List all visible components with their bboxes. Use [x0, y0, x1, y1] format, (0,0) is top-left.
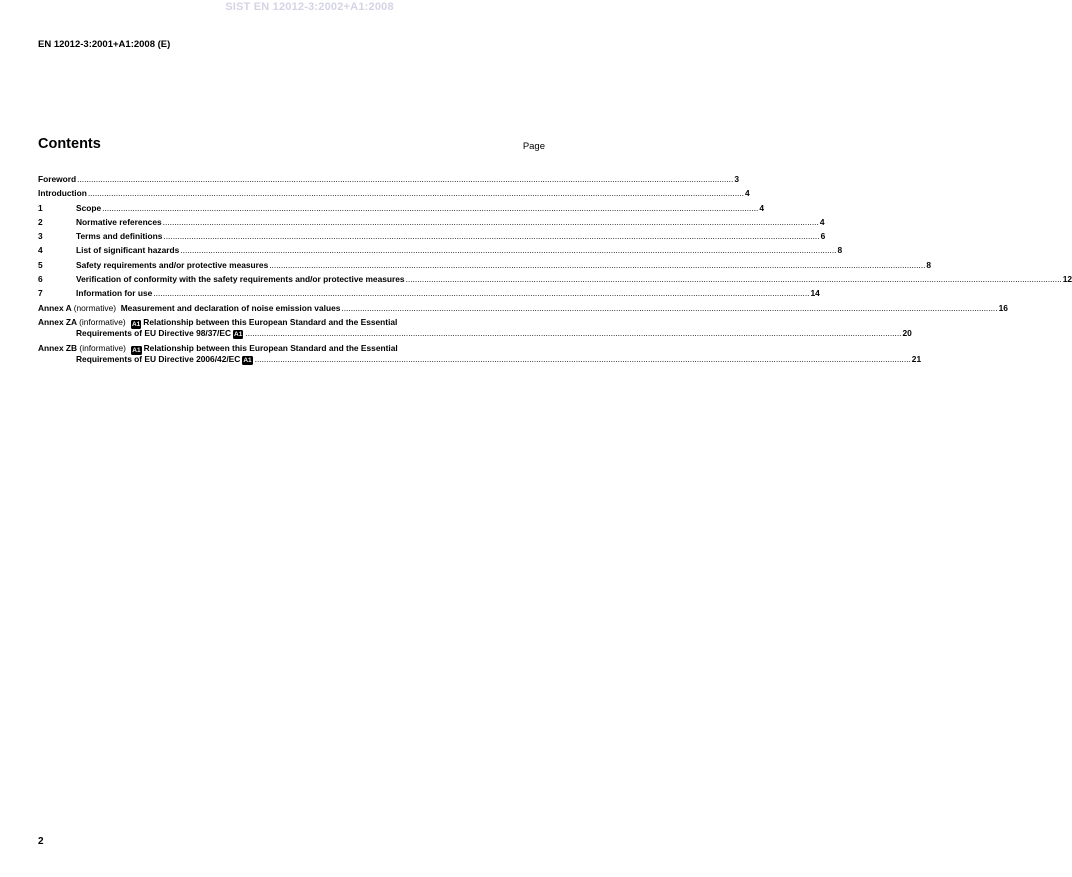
toc-entry-number: 2 [38, 216, 43, 227]
toc-entry-page: 4 [759, 202, 764, 213]
toc-entry-introduction[interactable] [38, 188, 750, 199]
amendment-start-marker-icon: A1 [131, 320, 141, 328]
annex-title-line-1: Relationship between this European Standard and the Essential [143, 316, 398, 327]
leader-dots: .......................................................................................................................................................................................................................................................................................... [102, 202, 759, 213]
annex-type: (informative) [79, 316, 126, 327]
leader-dots: .......................................................................................................................................................................................................................................................................................... [163, 231, 820, 242]
toc-entry-number: 7 [38, 288, 43, 299]
annex-title-line-2: Requirements of EU Directive 98/37/EC [76, 327, 231, 338]
toc-entry-page: 8 [837, 245, 843, 256]
document-identifier: EN 12012-3:2001+A1:2008 (E) [38, 39, 171, 50]
annex-first-line [38, 344, 545, 355]
table-of-contents [38, 174, 1072, 369]
leader-dots: .......................................................................................................................................................................................................................................................................................... [254, 353, 911, 364]
toc-entry-number: 5 [38, 259, 43, 270]
toc-entry-information-for-use[interactable] [38, 288, 820, 299]
toc-entry-page: 16 [998, 302, 1008, 313]
annex-title: Measurement and declaration of noise emission values [120, 302, 341, 313]
toc-entry-title: Introduction [38, 188, 87, 199]
annex-title-line-2: Requirements of EU Directive 2006/42/EC [76, 353, 241, 364]
toc-entry-title [38, 304, 340, 314]
toc-entry-scope[interactable] [38, 202, 764, 214]
page-column-label: Page [522, 141, 545, 152]
leader-dots: .......................................................................................................................................................................................................................................................................................... [162, 216, 819, 227]
toc-entry-title: Safety requirements and/or protective measures [76, 259, 269, 270]
toc-entry-annex-a[interactable] [38, 302, 1008, 314]
toc-entry-foreword[interactable] [38, 174, 739, 185]
toc-entry-verification-of-conformity[interactable] [38, 273, 1072, 285]
toc-entry-page: 3 [734, 174, 739, 184]
page-number: 2 [38, 836, 44, 847]
toc-entry-significant-hazards[interactable] [38, 245, 843, 256]
amendment-end-marker-icon: A1 [234, 330, 243, 338]
leader-dots: .......................................................................................................................................................................................................................................................................................... [245, 327, 902, 338]
annex-second-line [38, 353, 922, 365]
toc-entry-number: 3 [38, 231, 43, 242]
toc-entry-title: List of significant hazards [76, 245, 180, 256]
toc-entry-page: 21 [911, 353, 922, 364]
toc-entry-title: Terms and definitions [76, 231, 163, 242]
toc-entry-page: 20 [902, 327, 912, 338]
annex-type: (normative) [73, 302, 117, 313]
toc-entry-title: Scope [76, 202, 102, 213]
toc-entry-page: 6 [820, 231, 826, 242]
toc-entry-number: 4 [38, 245, 43, 256]
toc-entry-title: Verification of conformity with the safety requirements and/or protective measures [76, 273, 405, 284]
leader-dots: .......................................................................................................................................................................................................................................................................................... [180, 245, 837, 256]
toc-entry-page: 4 [745, 188, 750, 199]
toc-entry-page: 8 [926, 259, 932, 270]
leader-dots: .......................................................................................................................................................................................................................................................................................... [153, 288, 810, 299]
toc-entry-page: 4 [819, 216, 825, 227]
leader-dots: .......................................................................................................................................................................................................................................................................................... [341, 302, 998, 313]
annex-second-line [38, 327, 912, 339]
annex-label: Annex ZB [38, 342, 78, 353]
annex-title-line-1: Relationship between this European Standard and the Essential [143, 342, 398, 353]
leader-dots: .......................................................................................................................................................................................................................................................................................... [87, 188, 745, 199]
toc-entry-annex-za[interactable] [38, 316, 912, 339]
toc-entry-safety-requirements[interactable] [38, 259, 932, 271]
amendment-start-marker-icon: A1 [132, 346, 141, 354]
annex-label: Annex A [38, 302, 72, 313]
toc-entry-title: Information for use [76, 288, 153, 299]
leader-dots: .......................................................................................................................................................................................................................................................................................... [405, 273, 1062, 284]
toc-entry-annex-zb[interactable] [38, 342, 922, 365]
toc-entry-title: Normative references [76, 216, 162, 227]
amendment-end-marker-icon: A1 [243, 356, 252, 364]
leader-dots: .......................................................................................................................................................................................................................................................................................... [269, 259, 926, 270]
toc-entry-normative-references[interactable] [38, 216, 825, 228]
toc-entry-number: 6 [38, 273, 43, 284]
toc-entry-terms-and-definitions[interactable] [38, 231, 826, 242]
toc-entry-title: Foreword [38, 174, 77, 184]
leader-dots: .......................................................................................................................................................................................................................................................................................... [77, 174, 734, 184]
toc-entry-number: 1 [38, 202, 43, 213]
watermark: SIST EN 12012-3:2002+A1:2008 [225, 1, 394, 13]
toc-entry-page: 12 [1062, 273, 1072, 284]
annex-type: (informative) [79, 342, 126, 353]
annex-label: Annex ZA [38, 316, 77, 327]
contents-heading: Contents [38, 136, 101, 152]
toc-entry-page: 14 [810, 288, 820, 299]
